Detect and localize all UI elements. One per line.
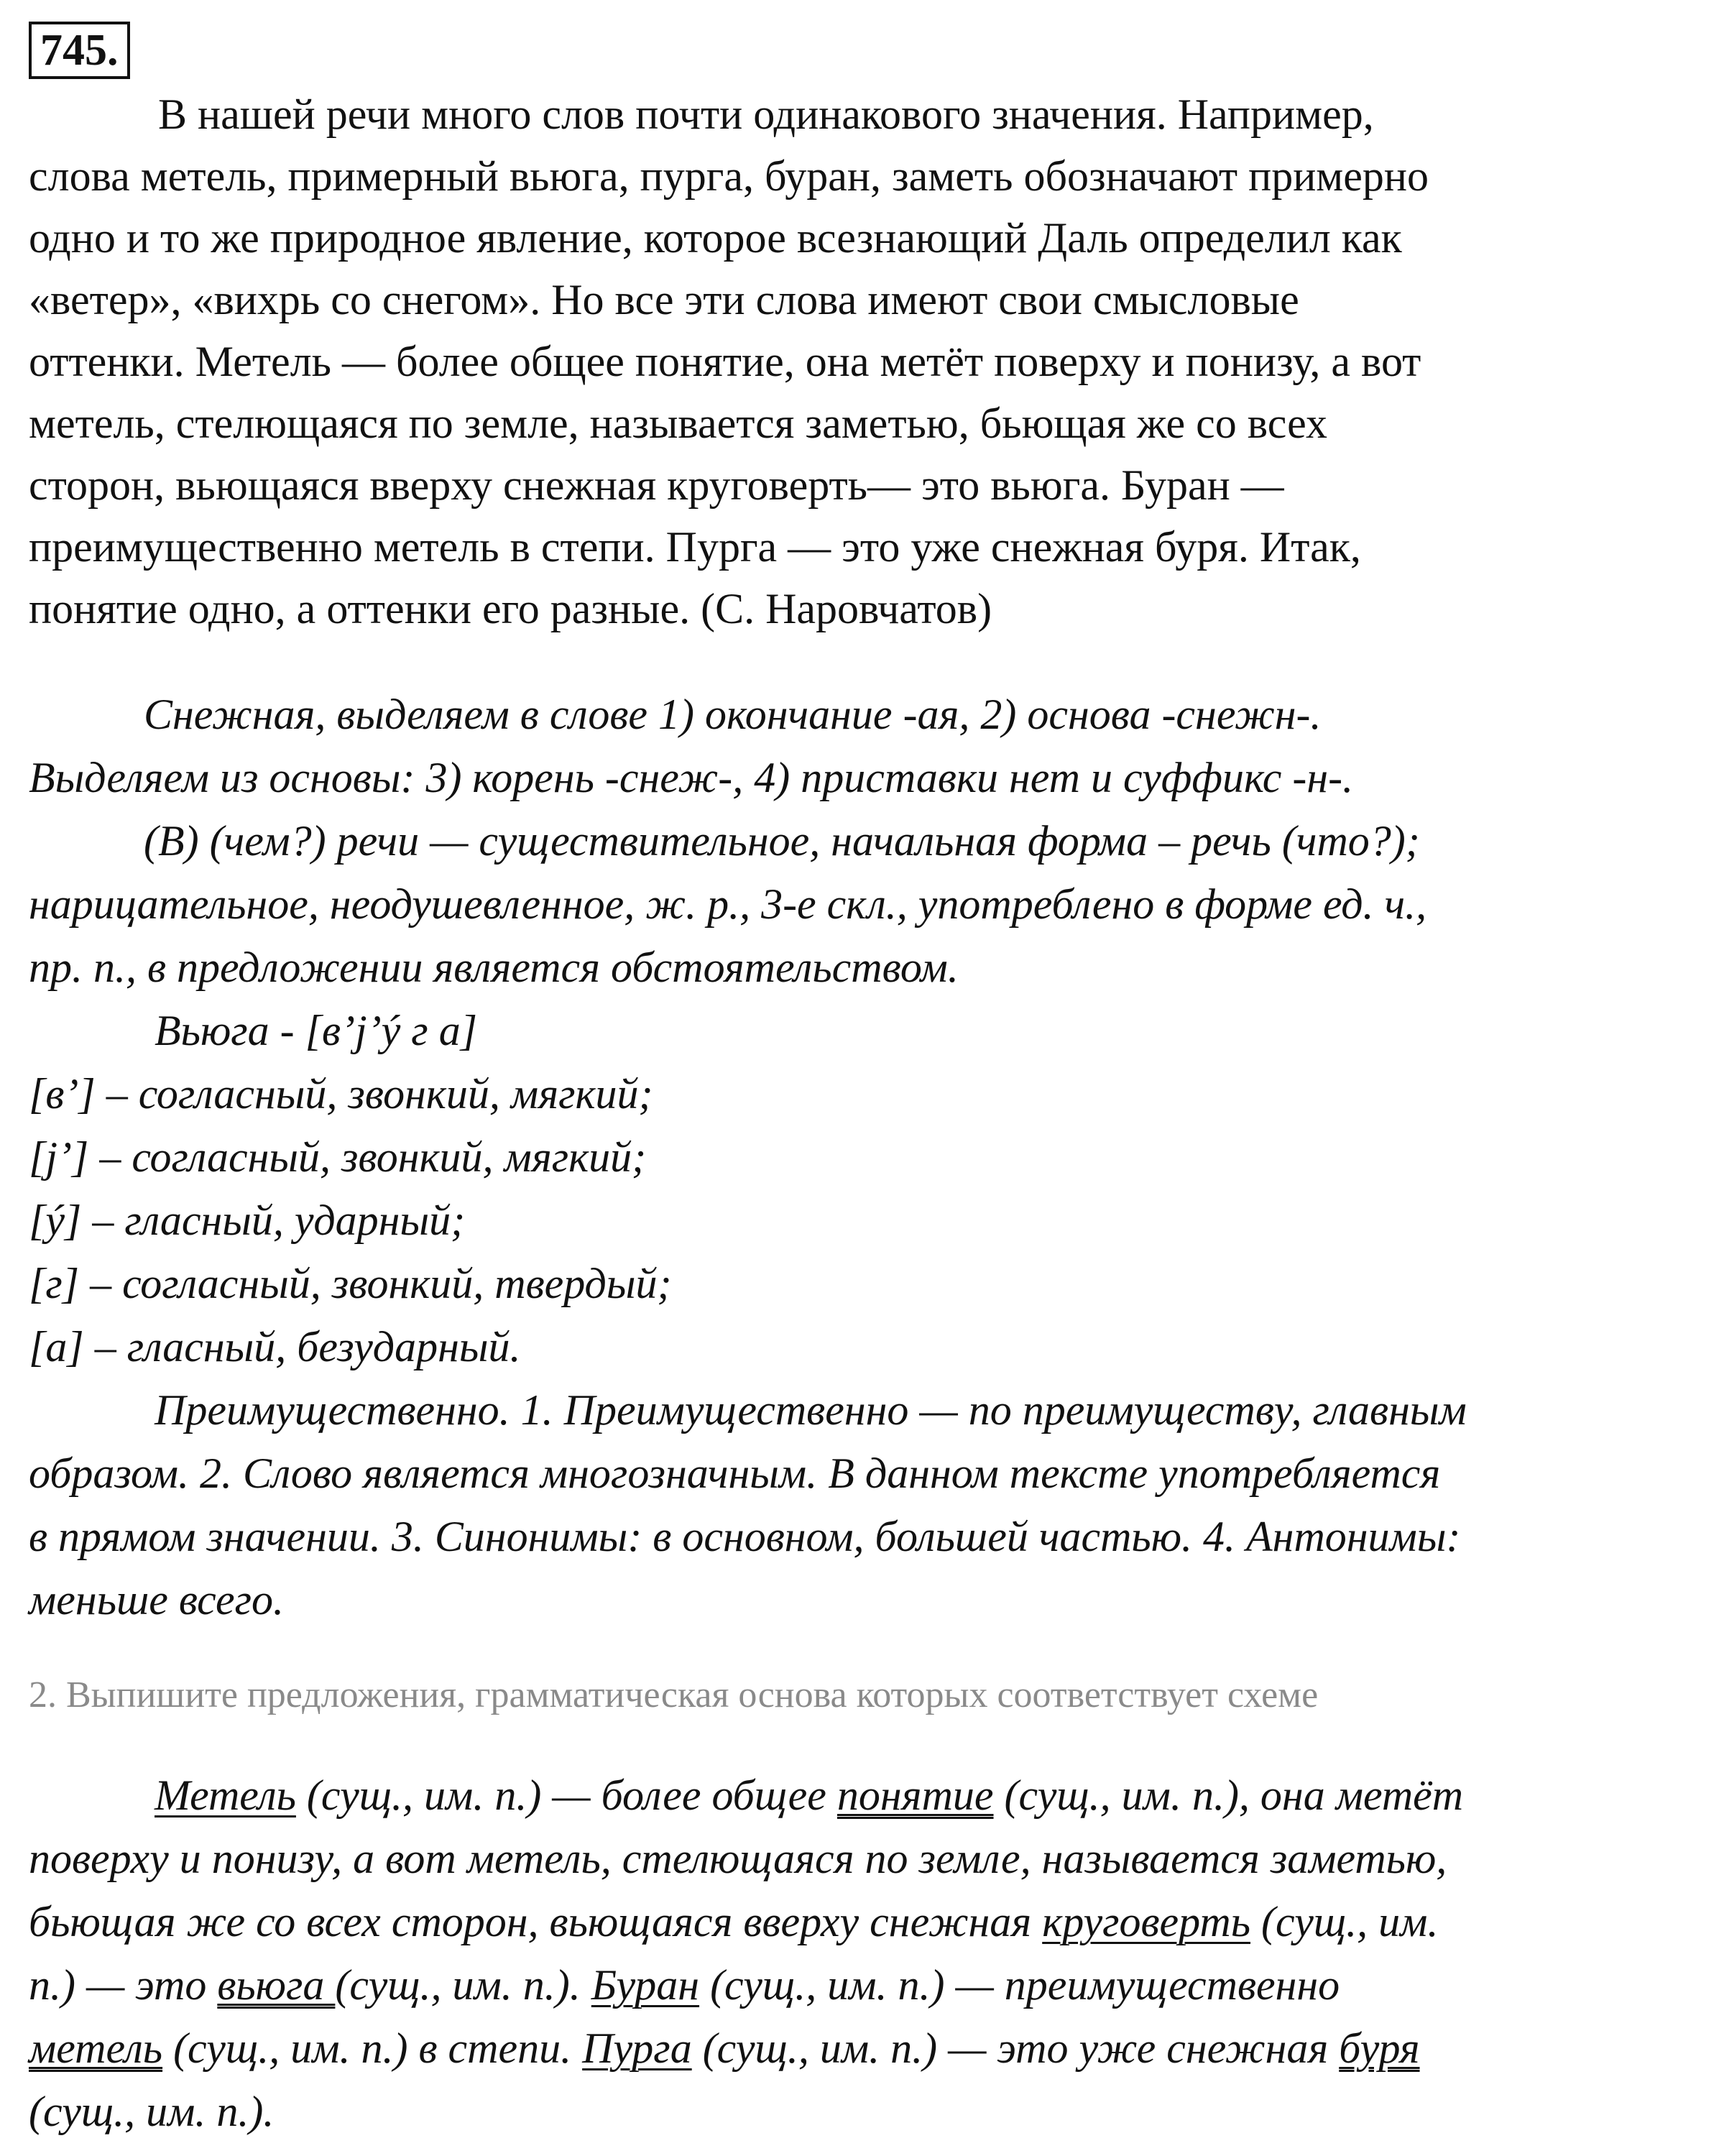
main-text-line: сторон, вьющаяся вверху снежная круговерть— это вьюга. Буран — (29, 461, 1284, 509)
main-text-line: слова метель, примерный вьюга, пурга, буран, заметь обозначают примерно (29, 152, 1429, 200)
answer-line (29, 1890, 1694, 1953)
predicate-word: буря (1339, 2024, 1420, 2072)
lexical-analysis-line: образом. 2. Слово является многозначным. В данном тексте употребляется (29, 1450, 1441, 1497)
main-text-line: оттенки. Метель — более общее понятие, она метёт поверху и понизу, а вот (29, 338, 1421, 385)
subject-word: Метель (155, 1772, 296, 1819)
subject-word: круговерть (1042, 1898, 1251, 1945)
morphological-analysis-line: пр. п., в предложении является обстоятельством. (29, 944, 959, 991)
main-text (29, 83, 1694, 640)
phonetic-header: Вьюга - [в’j’ý г а] (155, 1007, 478, 1054)
main-text-line: «ветер», «вихрь со снегом». Но все эти слова имеют свои смысловые (29, 276, 1299, 323)
phonetic-line: [г] – согласный, звонкий, твердый; (29, 1260, 672, 1307)
morphemic-analysis-line: Снежная, выделяем в слове 1) окончание -ая, 2) основа -снежн-. (144, 691, 1322, 738)
subject-word: Буран (591, 1961, 700, 2009)
answer-text: (сущ., им. п.) — это уже снежная (691, 2024, 1340, 2072)
answer-line: поверху и понизу, а вот метель, стелющаяся по земле, называется заметью, (29, 1835, 1447, 1882)
main-text-line: В нашей речи много слов почти одинакового значения. Например, (158, 91, 1374, 138)
main-text-line: преимущественно метель в степи. Пурга — это уже снежная буря. Итак, (29, 523, 1361, 571)
main-text-line: понятие одно, а оттенки его разные. (С. Наровчатов) (29, 585, 992, 632)
answer-line: (сущ., им. п.). (29, 2088, 275, 2135)
main-text-line: одно и то же природное явление, которое всезнающий Даль определил как (29, 214, 1402, 262)
answer-text: (сущ., им. п.) — преимущественно (699, 1961, 1340, 2009)
morphological-analysis-line: (В) (чем?) речи — существительное, начальная форма – речь (что?); (144, 817, 1420, 865)
answer-text: бьющая же со всех сторон, вьющаяся вверху снежная (29, 1898, 1043, 1945)
lexical-analysis-line: в прямом значении. 3. Синонимы: в основном, большей частью. 4. Антонимы: (29, 1513, 1461, 1560)
answer-text: (сущ., им. (1250, 1898, 1439, 1945)
answer-text: (сущ., им. п.). (335, 1961, 591, 2009)
predicate-word: понятие (836, 1772, 994, 1819)
task-prompt: 2. Выпишите предложения, грамматическая основа которых соответствует схеме (29, 1674, 1319, 1715)
answer-line (29, 2017, 1694, 2080)
morphological-analysis-line: нарицательное, неодушевленное, ж. р., 3-е скл., употреблено в форме ед. ч., (29, 880, 1427, 928)
answer-text: (сущ., им. п.), она метёт (993, 1772, 1464, 1819)
predicate-word: вьюга (217, 1961, 336, 2009)
main-text-line: метель, стелющаяся по земле, называется заметью, бьющая же со всех (29, 400, 1327, 447)
lexical-analysis-line: Преимущественно. 1. Преимущественно — по преимуществу, главным (155, 1386, 1467, 1434)
answer-block (29, 1764, 1694, 2143)
phonetic-line: [ý] – гласный, ударный; (29, 1197, 466, 1244)
lexical-analysis-line: меньше всего. (29, 1576, 285, 1623)
answer-line (29, 1953, 1694, 2017)
predicate-word: метель (29, 2024, 163, 2072)
answer-text: (сущ., им. п.) в степи. (162, 2024, 583, 2072)
subject-word: Пурга (582, 2024, 692, 2072)
answer-line (29, 1764, 1694, 1827)
phonetic-line: [в’] – согласный, звонкий, мягкий; (29, 1070, 653, 1118)
phonetic-line: [j’] – согласный, звонкий, мягкий; (29, 1133, 647, 1181)
answer-text: п.) — это (29, 1961, 218, 2009)
analysis-block (29, 683, 1694, 1631)
exercise-number: 745. (29, 22, 130, 79)
morphemic-analysis-line: Выделяем из основы: 3) корень -снеж-, 4) приставки нет и суффикс -н-. (29, 754, 1354, 801)
answer-text: (сущ., им. п.) — более общее (295, 1772, 837, 1819)
phonetic-line: [а] – гласный, безударный. (29, 1323, 521, 1370)
